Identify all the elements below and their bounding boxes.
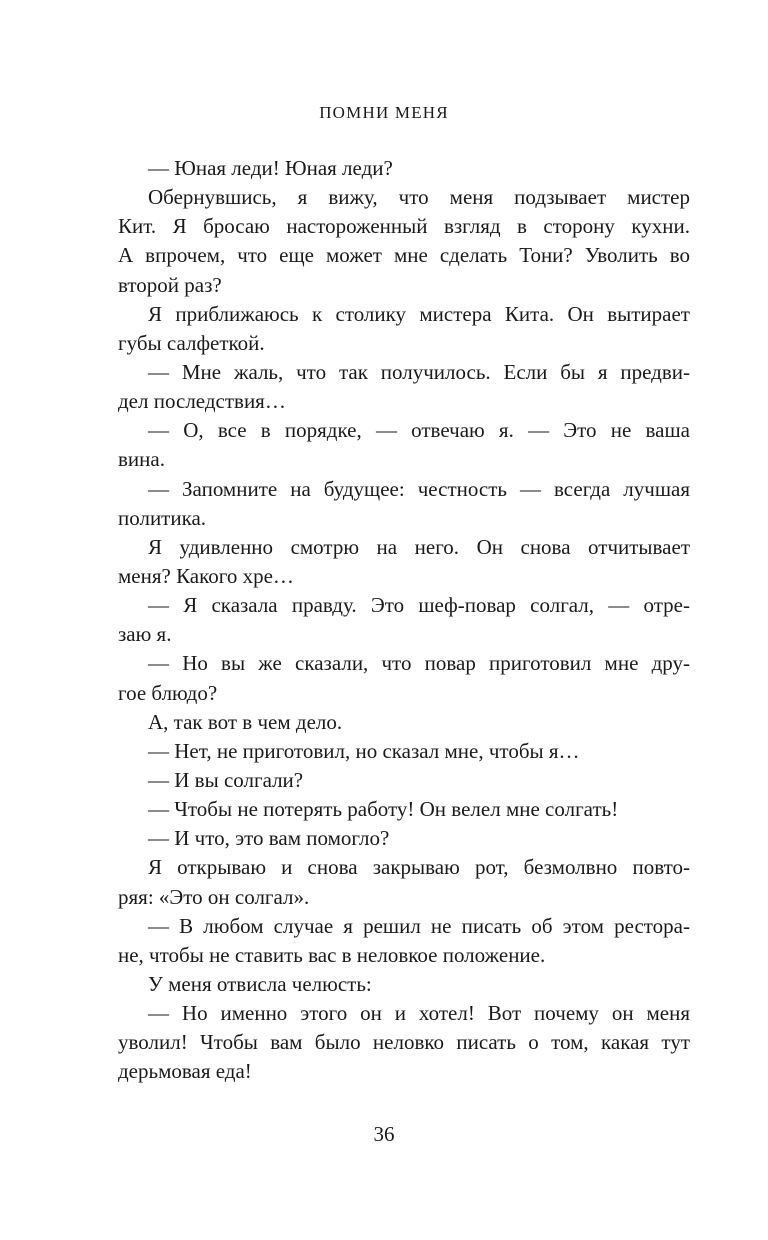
text-line: — Запомните на будущее: честность — всегда лучшая xyxy=(148,476,690,501)
text-line: политика. xyxy=(118,505,207,530)
text-line: А впрочем, что еще может мне сделать Тони? Уволить во xyxy=(118,243,690,268)
text-line: Я удивленно смотрю на него. Он снова отчитывает xyxy=(148,534,690,559)
text-line: — И вы солгали? xyxy=(148,767,304,792)
text-line: — Юная леди! Юная леди? xyxy=(148,156,393,180)
text-line: губы салфеткой. xyxy=(118,330,265,355)
text-line: — В любом случае я решил не писать об этом рестора- xyxy=(148,913,690,938)
text-line: дерьмовая еда! xyxy=(118,1059,252,1084)
text-line: — О, все в порядке, — отвечаю я. — Это не ваша xyxy=(148,418,690,443)
text-line: вина. xyxy=(118,447,165,472)
text-line: уволил! Чтобы вам было неловко писать о том, какая тут xyxy=(118,1030,690,1055)
text-line: — Но именно этого он и хотел! Вот почему он меня xyxy=(148,1001,690,1026)
text-line: меня? Какого хре… xyxy=(118,563,294,588)
text-line: не, чтобы не ставить вас в неловкое положение. xyxy=(118,942,546,967)
text-line: заю я. xyxy=(118,622,172,647)
text-line: Я приближаюсь к столику мистера Кита. Он вытирает xyxy=(148,301,690,326)
text-line: гое блюдо? xyxy=(118,680,218,705)
text-line: второй раз? xyxy=(118,272,222,297)
running-title: ПОМНИ МЕНЯ xyxy=(319,103,449,122)
text-line: — Чтобы не потерять работу! Он велел мне солгать! xyxy=(148,797,619,822)
body-text xyxy=(118,154,690,1087)
text-line: ряя: «Это он солгал». xyxy=(118,884,310,909)
text-line: А, так вот в чем дело. xyxy=(148,709,343,734)
text-line: — Я сказала правду. Это шеф-повар солгал, — отре- xyxy=(148,593,690,618)
text-line: Обернувшись, я вижу, что меня подзывает мистер xyxy=(148,185,690,210)
text-line: дел последствия… xyxy=(118,389,286,414)
text-line: — И что, это вам помогло? xyxy=(148,826,390,851)
text-line: У меня отвисла челюсть: xyxy=(148,971,372,996)
text-line: — Но вы же сказали, что повар приготовил мне дру- xyxy=(148,651,690,676)
text-line: Я открываю и снова закрываю рот, безмолвно повто- xyxy=(148,855,690,880)
text-line: — Мне жаль, что так получилось. Если бы я предви- xyxy=(148,359,690,384)
text-line: — Нет, не приготовил, но сказал мне, чтобы я… xyxy=(148,738,580,763)
page-number: 36 xyxy=(373,1122,395,1146)
text-line: Кит. Я бросаю настороженный взгляд в сторону кухни. xyxy=(118,214,690,239)
